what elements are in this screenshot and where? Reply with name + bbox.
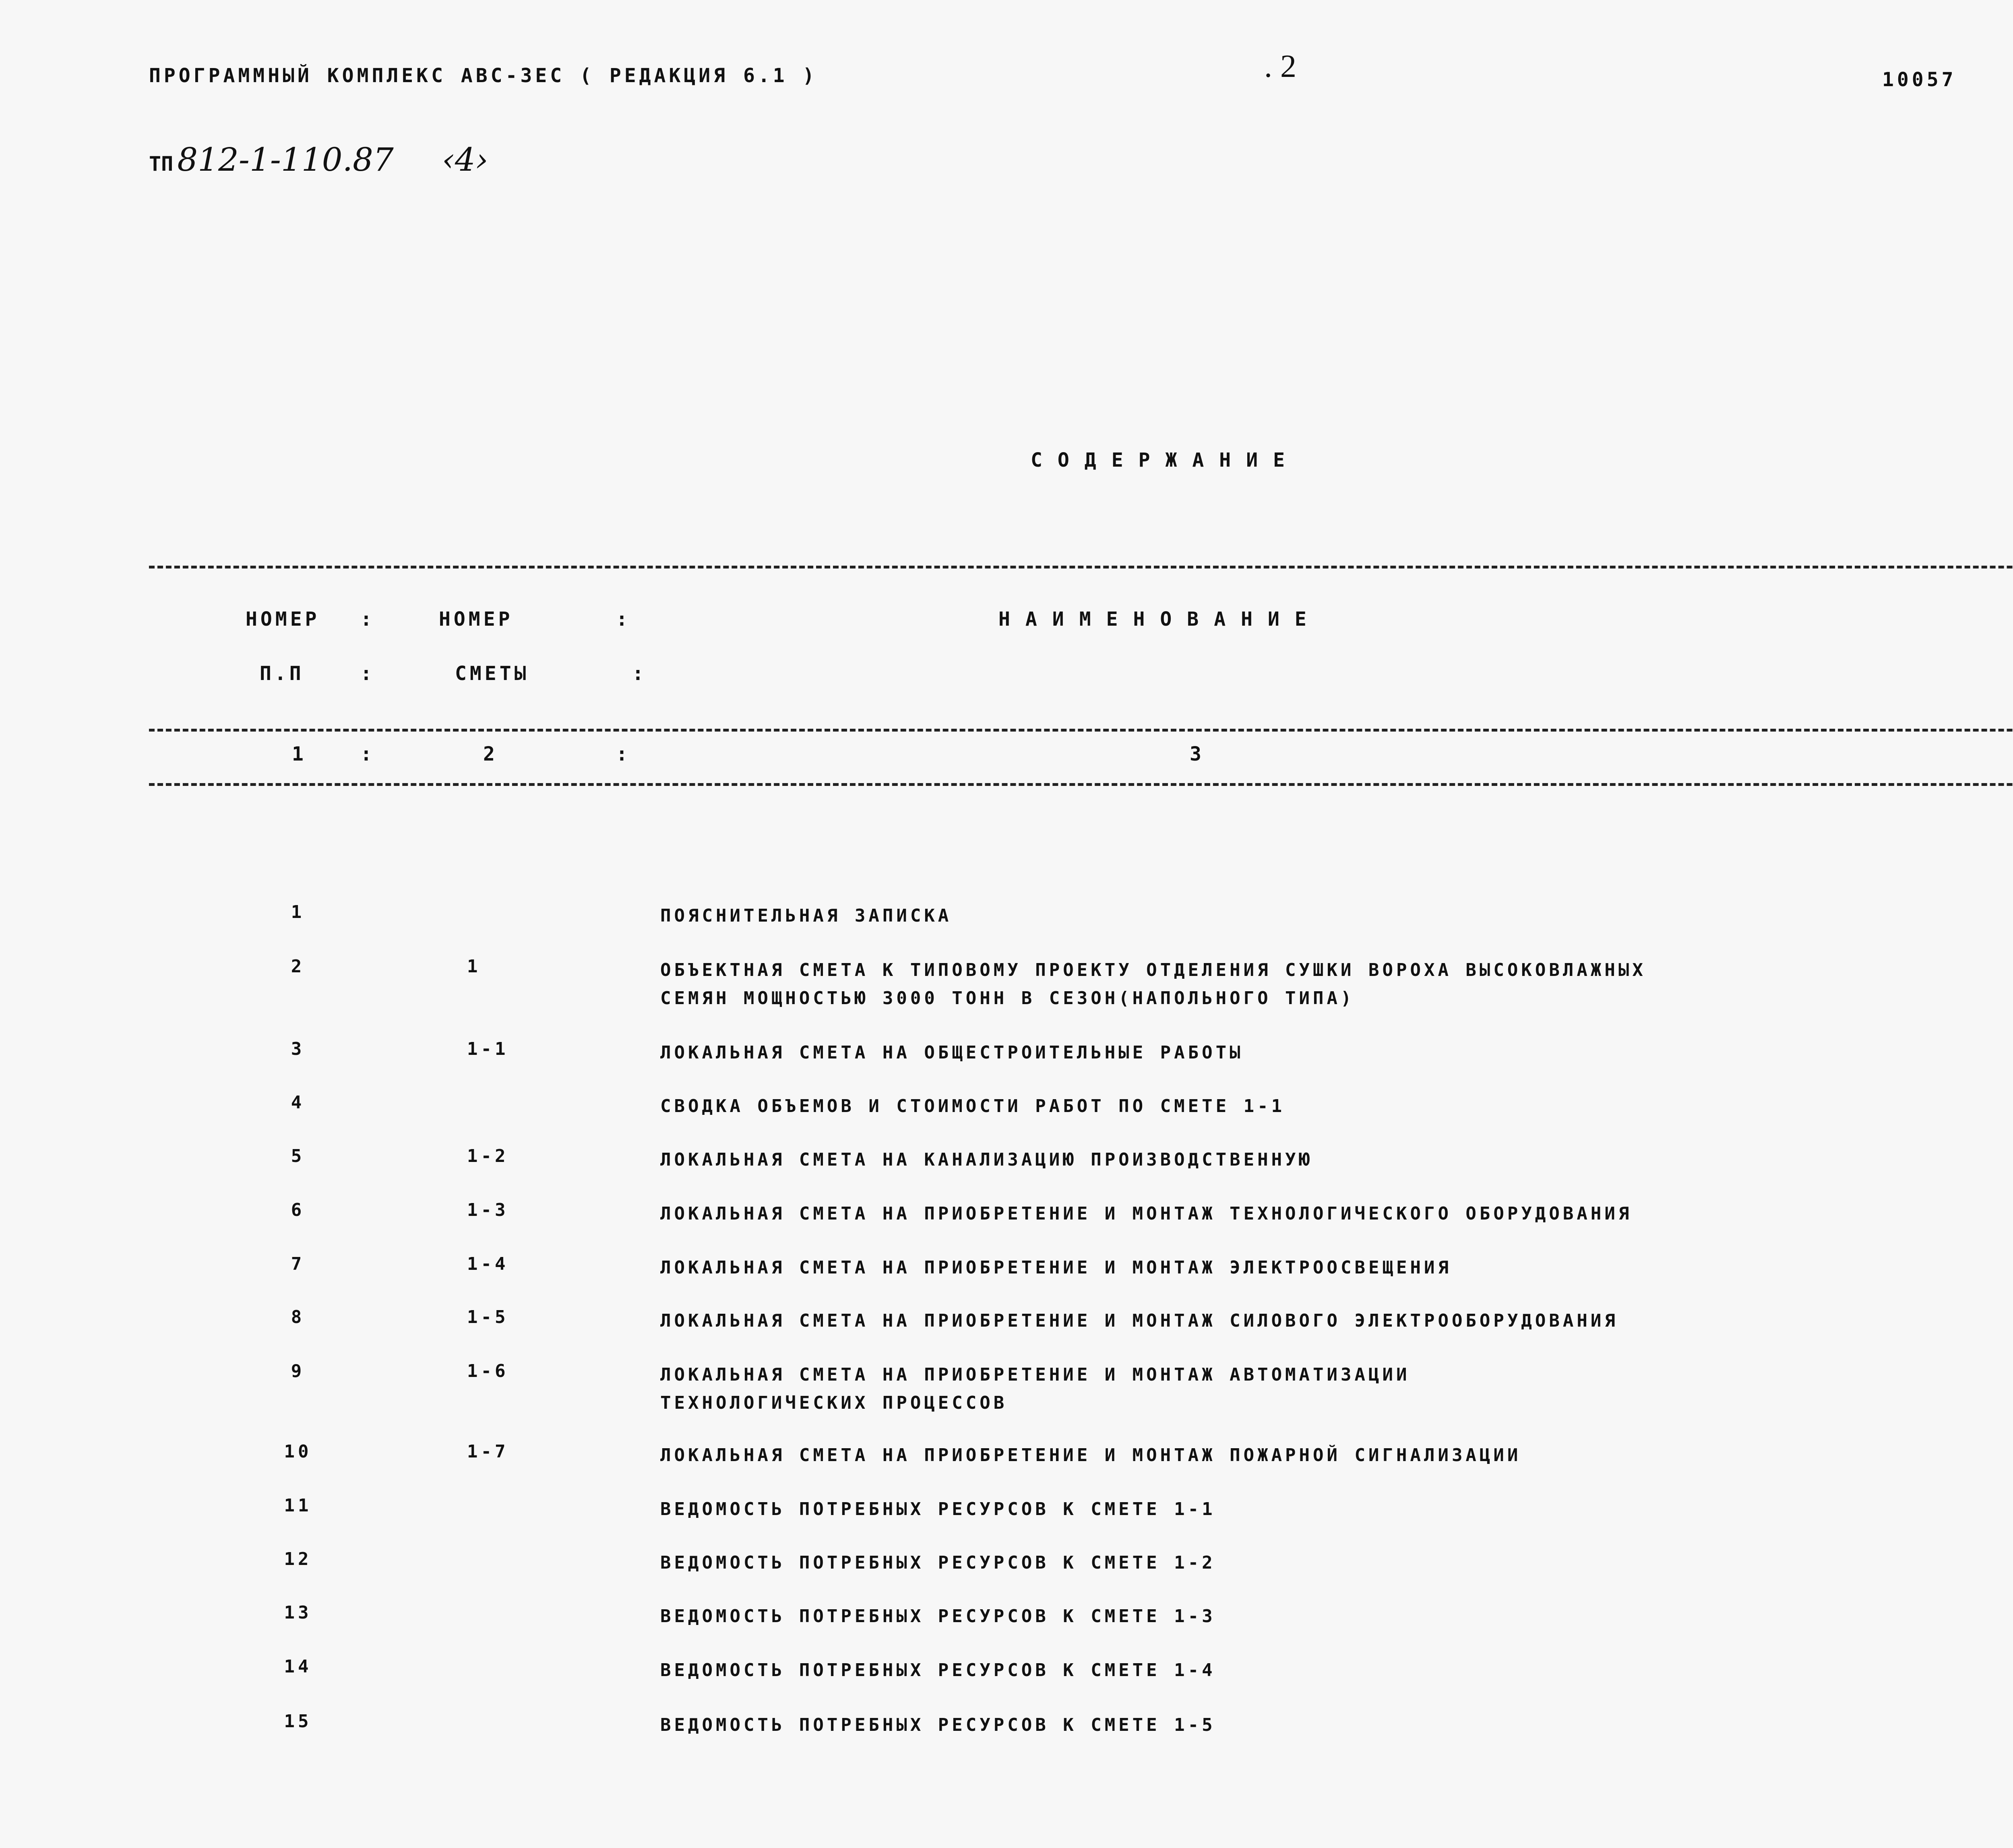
row-number: 2 [291,956,305,977]
column-number: 1 [292,743,307,765]
row-number: 6 [291,1200,305,1220]
header-col1-line1: НОМЕР [246,608,320,630]
row-number: 8 [291,1307,305,1327]
item-name: ПОЯСНИТЕЛЬНАЯ ЗАПИСКА [660,905,952,926]
estimate-number: 1-6 [467,1361,509,1381]
page-number: . 2 [1264,49,1296,84]
program-header: ПРОГРАММНЫЙ КОМПЛЕКС АВС-3ЕС ( РЕДАКЦИЯ 6.1 ) [149,64,818,87]
item-name: ВЕДОМОСТЬ ПОТРЕБНЫХ РЕСУРСОВ К СМЕТЕ 1-3 [660,1606,1216,1627]
estimate-number: 1-7 [467,1441,509,1462]
divider-bottom [149,783,2013,786]
item-name: ЛОКАЛЬНАЯ СМЕТА НА ОБЩЕСТРОИТЕЛЬНЫЕ РАБОТЫ [660,1042,1244,1063]
row-number: 15 [284,1711,312,1732]
row-number: 14 [284,1656,312,1677]
standard-project-number [149,141,488,178]
item-name: ВЕДОМОСТЬ ПОТРЕБНЫХ РЕСУРСОВ К СМЕТЕ 1-1 [660,1499,1216,1519]
row-number: 5 [291,1146,305,1166]
document-code: 10057 [1882,68,1957,91]
row-number: 3 [291,1039,305,1059]
row-number: 7 [291,1254,305,1274]
header-sep: : [360,608,375,630]
item-name: ЛОКАЛЬНАЯ СМЕТА НА ПРИОБРЕТЕНИЕ И МОНТАЖ ТЕХНОЛОГИЧЕСКОГО ОБОРУДОВАНИЯ [660,1203,1633,1224]
header-sep: : [616,743,631,765]
header-sep: : [360,662,375,685]
item-name: ЛОКАЛЬНАЯ СМЕТА НА ПРИОБРЕТЕНИЕ И МОНТАЖ ЭЛЕКТРООСВЕЩЕНИЯ [660,1257,1452,1278]
row-number: 4 [291,1092,305,1113]
item-name: ОБЪЕКТНАЯ СМЕТА К ТИПОВОМУ ПРОЕКТУ ОТДЕЛЕНИЯ СУШКИ ВОРОХА ВЫСОКОВЛАЖНЫХ СЕМЯН МОЩНОСТЬЮ 3000 ТОНН В СЕЗОН(НАПОЛЬНОГО ТИПА) [660,960,1646,1009]
item-name: ЛОКАЛЬНАЯ СМЕТА НА ПРИОБРЕТЕНИЕ И МОНТАЖ СИЛОВОГО ЭЛЕКТРООБОРУДОВАНИЯ [660,1311,1618,1331]
header-sep: : [632,662,647,685]
header-sep: : [616,608,631,630]
header-col3: НАИМЕНОВАНИЕ [998,608,1322,630]
item-name: ВЕДОМОСТЬ ПОТРЕБНЫХ РЕСУРСОВ К СМЕТЕ 1-2 [660,1552,1216,1573]
column-number: 2 [483,743,498,765]
tp-sheet: ‹4› [442,141,488,178]
item-name: ЛОКАЛЬНАЯ СМЕТА НА ПРИОБРЕТЕНИЕ И МОНТАЖ ПОЖАРНОЙ СИГНАЛИЗАЦИИ [660,1445,1521,1466]
estimate-number: 1-2 [467,1146,509,1166]
estimate-number: 1-1 [467,1039,509,1059]
header-col1-line2: П.П [260,662,304,685]
row-number: 1 [291,902,305,922]
tp-prefix: ТП [149,152,174,176]
item-name: ВЕДОМОСТЬ ПОТРЕБНЫХ РЕСУРСОВ К СМЕТЕ 1-4 [660,1660,1216,1681]
divider-mid [149,729,2013,732]
row-number: 13 [284,1602,312,1623]
estimate-number: 1-4 [467,1254,509,1274]
section-title: СОДЕРЖАНИЕ [1031,449,1300,471]
item-name: ЛОКАЛЬНАЯ СМЕТА НА КАНАЛИЗАЦИЮ ПРОИЗВОДСТВЕННУЮ [660,1149,1313,1170]
tp-number: 812-1-110.87 [177,141,394,178]
estimate-number: 1-3 [467,1200,509,1220]
row-number: 12 [284,1549,312,1569]
row-number: 9 [291,1361,305,1381]
column-number: 3 [1190,743,1205,765]
header-col2-line2: СМЕТЫ [455,662,529,685]
header-sep: : [360,743,375,765]
divider-top [149,566,2013,568]
item-name: ВЕДОМОСТЬ ПОТРЕБНЫХ РЕСУРСОВ К СМЕТЕ 1-5 [660,1715,1216,1735]
item-name: ЛОКАЛЬНАЯ СМЕТА НА ПРИОБРЕТЕНИЕ И МОНТАЖ АВТОМАТИЗАЦИИ ТЕХНОЛОГИЧЕСКИХ ПРОЦЕССОВ [660,1364,1410,1413]
header-col2-line1: НОМЕР [439,608,513,630]
row-number: 11 [284,1495,312,1516]
row-number: 10 [284,1441,312,1462]
estimate-number: 1-5 [467,1307,509,1327]
item-name: СВОДКА ОБЪЕМОВ И СТОИМОСТИ РАБОТ ПО СМЕТЕ 1-1 [660,1096,1286,1116]
estimate-number: 1 [467,956,481,977]
